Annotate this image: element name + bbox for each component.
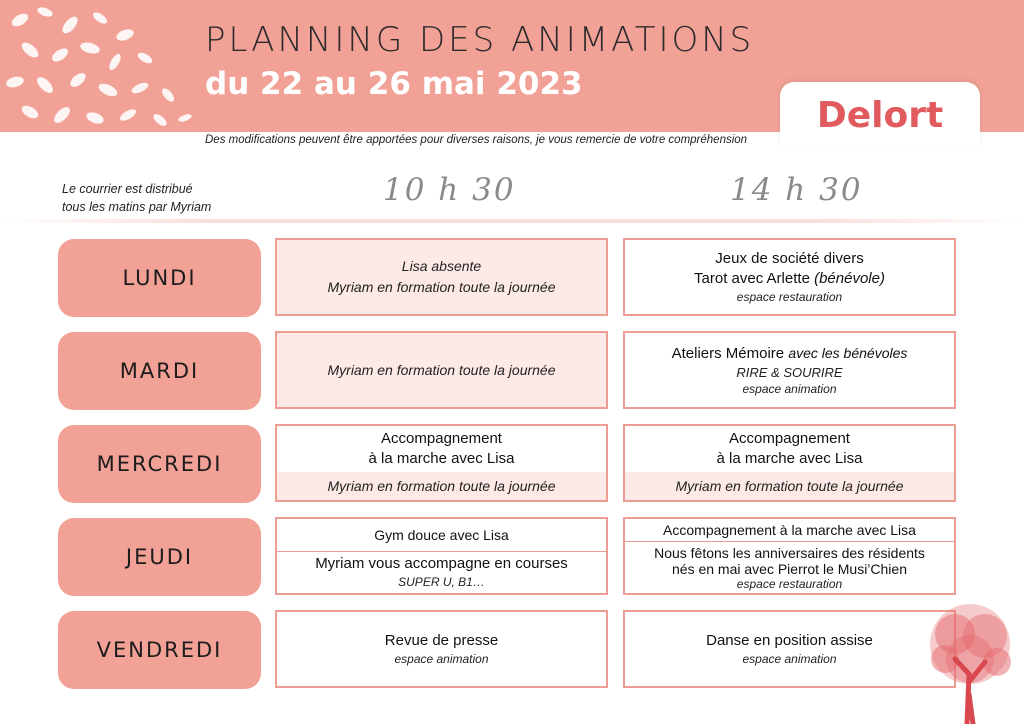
day-label-lundi: LUNDI [58,239,261,317]
cell-line: Accompagnement [381,430,502,447]
cell-line: Revue de presse [384,631,499,649]
brand-name: Delort [816,94,944,136]
mail-note-line2: tous les matins par Myriam [62,200,212,214]
tree-decoration [915,604,1024,724]
leaf-decoration [0,0,200,132]
cell-line: Myriam vous accompagne en courses [315,555,568,572]
day-label-mercredi: MERCREDI [58,425,261,503]
activity-name: Ateliers Mémoire [671,344,785,362]
page-dates: du 22 au 26 mai 2023 [205,66,583,102]
cell-line: Gym douce avec Lisa [374,527,509,543]
cell-line: Jeux de société divers [715,249,864,267]
cell-line: RIRE & SOURIRE [736,364,843,380]
cell-place: espace animation [742,651,837,666]
cell-band-text: Myriam en formation toute la journée [327,477,556,494]
time-morning: 10 h 30 [383,172,516,208]
day-label-jeudi: JEUDI [58,518,261,596]
cell-line: à la marche avec Lisa [716,450,863,467]
cell-line: Myriam en formation toute la journée [327,279,556,295]
page-title: PLANNING DES ANIMATIONS [205,20,755,60]
cell-place: espace animation [742,381,837,396]
activity-note: avec les bénévoles [788,344,908,361]
mail-note [62,180,211,216]
cell-line: nés en mai avec Pierrot le Musi’Chien [672,560,907,577]
brand-tab [780,82,980,148]
cell-line: Accompagnement à la marche avec Lisa [663,522,916,538]
header-divider [0,219,1024,223]
cell-mercredi-morning [275,424,608,502]
cell-line: SUPER U, B1… [398,575,485,589]
cell-line-combo [672,343,908,364]
cell-line: Danse en position assise [706,631,873,649]
time-afternoon: 14 h 30 [730,172,863,208]
activity-note: (bénévole) [814,269,885,287]
cell-jeudi-morning [275,517,608,595]
cell-mercredi-afternoon [623,424,956,502]
mail-note-line1: Le courrier est distribué [62,182,193,196]
activity-name: Tarot avec Arlette [694,269,810,287]
cell-jeudi-afternoon [623,517,956,595]
cell-line: Lisa absente [401,258,482,274]
cell-band-text: Myriam en formation toute la journée [675,477,904,494]
cell-line: Myriam en formation toute la journée [327,361,556,378]
cell-vendredi-afternoon [623,610,956,688]
cell-place: espace restauration [736,289,843,304]
cell-line-combo [694,269,885,289]
cell-place: espace animation [394,651,489,666]
cell-mardi-afternoon [623,331,956,409]
cell-lundi-afternoon [623,238,956,316]
notice-text: Des modifications peuvent être apportées pour diverses raisons, je vous remercie de votre compréhension [205,134,748,146]
day-label-vendredi: VENDREDI [58,611,261,689]
cell-line: à la marche avec Lisa [368,450,515,467]
day-label-mardi: MARDI [58,332,261,410]
cell-mardi-morning [275,331,608,409]
cell-line: Accompagnement [729,430,850,447]
cell-lundi-morning [275,238,608,316]
cell-line: Nous fêtons les anniversaires des résidents [654,544,925,561]
cell-place: espace restauration [736,576,843,591]
cell-vendredi-morning [275,610,608,688]
